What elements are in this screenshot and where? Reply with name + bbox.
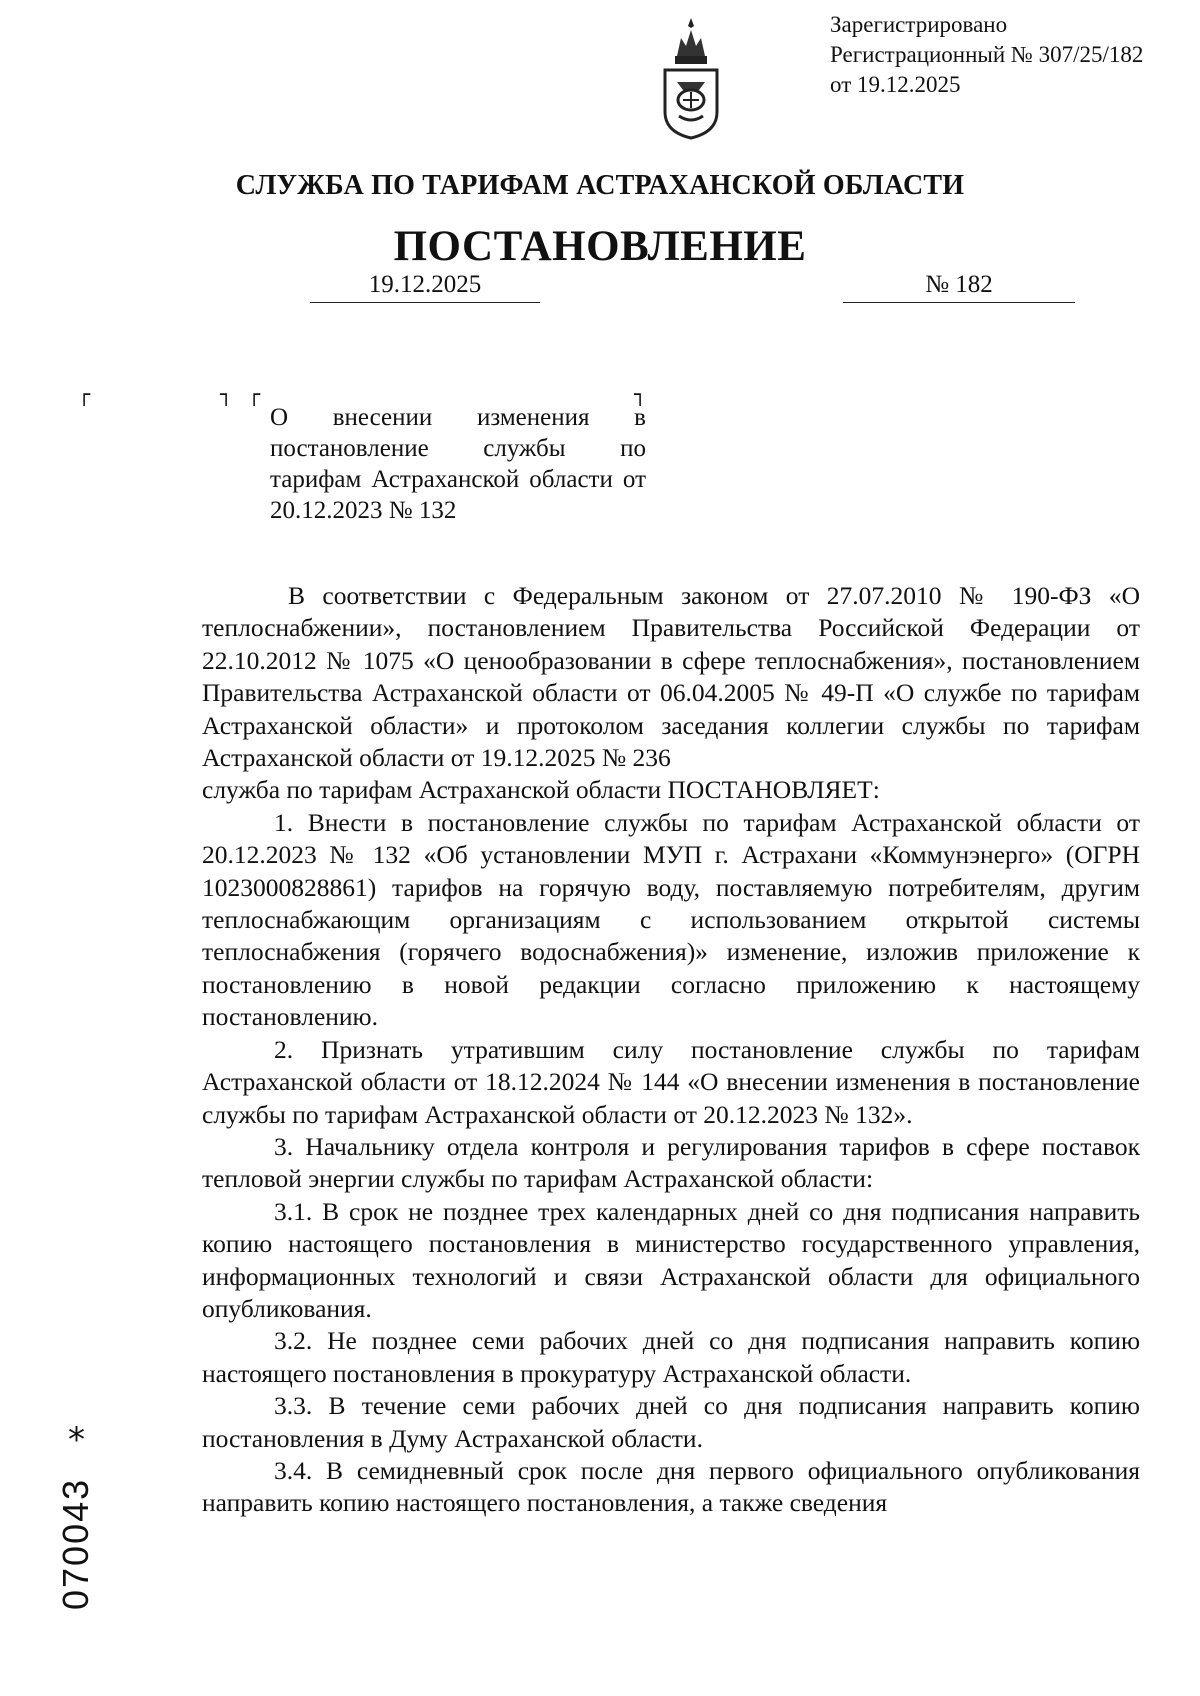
registration-number: Регистрационный № 307/25/182: [830, 42, 1144, 67]
coat-of-arms-icon: [655, 16, 727, 140]
clause-3-2: 3.2. Не позднее семи рабочих дней со дня подписания направить копию настоящего постановления в прокуратуру Астраханской области.: [202, 1326, 1140, 1388]
clause-3-1: 3.1. В срок не позднее трех календарных дней со дня подписания направить копию настоящего постановления в министерство государственного управления, информационных технологий и связи Астраханской области для официального опубликования.: [202, 1196, 1140, 1323]
document-number: № 182: [843, 268, 1075, 303]
registration-date: от 19.12.2025: [830, 72, 961, 97]
clause-2: 2. Признать утратившим силу постановление службы по тарифам Астраханской области от 18.12.2024 № 144 «О внесении изменения в постановление службы по тарифам Астраханской области от 20.12.2023 № 132».: [202, 1034, 1140, 1129]
organization-name: СЛУЖБА ПО ТАРИФАМ АСТРАХАНСКОЙ ОБЛАСТИ: [235, 170, 965, 201]
corner-mark-left: ┌: [78, 382, 91, 406]
clause-3-3: 3.3. В течение семи рабочих дней со дня подписания направить копию постановления в Думу Астраханской области.: [202, 1391, 1140, 1453]
margin-barcode-number: 070043: [55, 1477, 96, 1610]
corner-mark-mid-close: ┐: [220, 382, 233, 406]
document-type: ПОСТАНОВЛЕНИЕ: [393, 223, 807, 270]
document-date: 19.12.2025: [310, 268, 540, 303]
corner-mark-mid-open: ┌: [248, 382, 261, 406]
resolve-line: служба по тарифам Астраханской области ПОСТАНОВЛЯЕТ:: [202, 775, 880, 805]
document-subject: О внесении изменения в постановление службы по тарифам Астраханской области от 20.12.2023 № 132: [270, 404, 646, 524]
clause-1: 1. Внести в постановление службы по тарифам Астраханской области от 20.12.2023 № 132 «Об установлении МУП г. Астрахани «Коммунэнерго» (ОГРН 1023000828861) тарифов на горячую воду, поставляемую потребителям, другим теплоснабжающим организациям с использованием открытой системы теплоснабжения (горячего водоснабжения)» изменение, изложив приложение к постановлению в новой редакции согласно приложению к настоящему постановлению.: [202, 807, 1140, 1032]
corner-mark-right: ┐: [634, 382, 647, 406]
document-body: [202, 580, 1140, 1520]
clause-3-4: 3.4. В семидневный срок после дня первого официального опубликования направить копию настоящего постановления, а также сведения: [202, 1455, 1140, 1518]
preamble-paragraph: В соответствии с Федеральным законом от 27.07.2010 № 190-ФЗ «О теплоснабжении», постановлением Правительства Российской Федерации от 22.10.2012 № 1075 «О ценообразовании в сфере теплоснабжения», постановлением Правительства Астраханской области от 06.04.2005 № 49-П «О службе по тарифам Астраханской области» и протоколом заседания коллегии службы по тарифам Астраханской области от 19.12.2025 № 236: [202, 581, 1140, 773]
clause-3: 3. Начальнику отдела контроля и регулирования тарифов в сфере поставок тепловой энергии службы по тарифам Астраханской области:: [202, 1131, 1140, 1194]
registration-stamp: [830, 10, 1143, 100]
registration-title: Зарегистрировано: [830, 12, 1008, 37]
margin-star: *: [68, 1420, 85, 1460]
